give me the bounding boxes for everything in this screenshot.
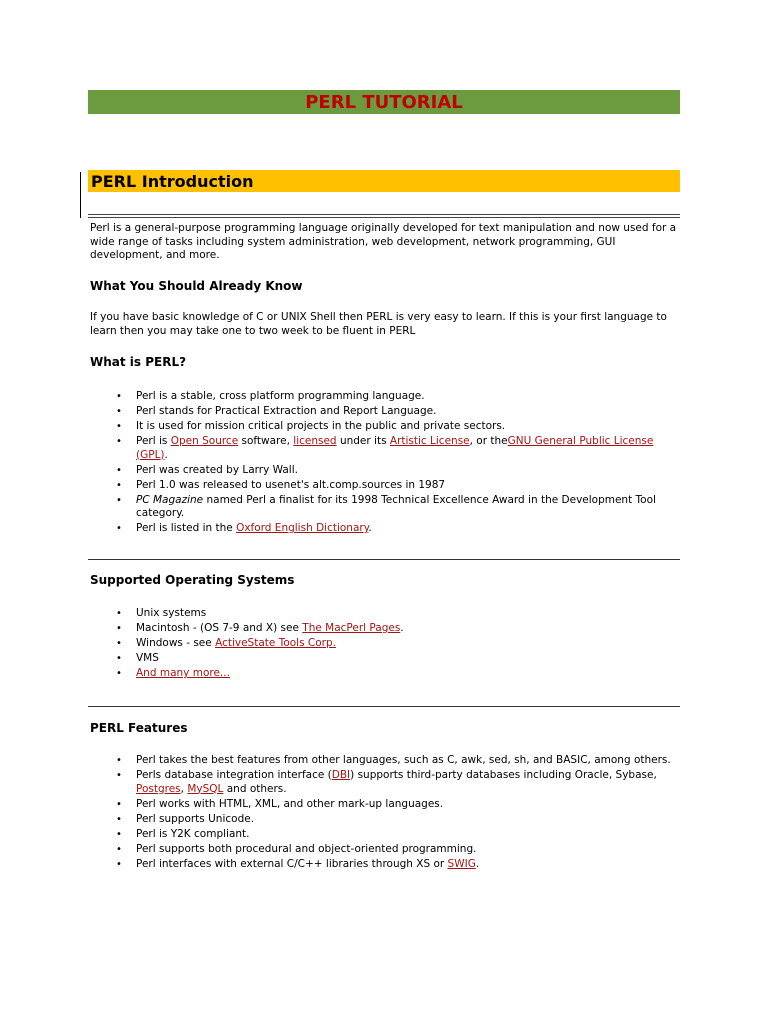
os-list	[90, 607, 680, 682]
list-item-text: Perl works with HTML, XML, and other mark-up languages.	[136, 797, 444, 810]
activestate-link[interactable]: ActiveState Tools Corp.	[215, 637, 336, 649]
list-item	[90, 652, 680, 666]
features-list	[90, 754, 680, 873]
list-item-text: Windows - see	[136, 637, 216, 649]
title-banner	[88, 90, 680, 114]
list-item-text: under its	[336, 435, 390, 447]
list-item	[90, 858, 680, 872]
list-item-text: Perl is	[136, 435, 171, 447]
list-item-text: Perl was created by Larry Wall.	[136, 463, 298, 476]
document-title: PERL TUTORIAL	[305, 91, 463, 113]
intro-divider	[88, 214, 680, 218]
list-item-text: ,	[180, 782, 188, 795]
list-item	[90, 479, 680, 493]
know-heading: What You Should Already Know	[90, 279, 303, 293]
list-item	[90, 464, 680, 478]
list-item-text: .	[368, 522, 372, 534]
list-item	[90, 828, 680, 842]
list-item	[90, 798, 680, 812]
list-item-text: named Perl a finalist for its 1998 Technical Excellence Award in the Development Tool category.	[136, 493, 656, 519]
many-more-link[interactable]: And many more...	[136, 667, 230, 679]
list-item-text: Perl interfaces with external C/C++ libraries through XS or	[136, 857, 448, 870]
list-item-text: It is used for mission critical projects in the public and private sectors.	[136, 420, 506, 432]
list-item	[90, 405, 680, 419]
list-item-text: , or the	[469, 435, 508, 447]
magazine-name: PC Magazine	[136, 493, 204, 506]
list-item-text: Perl takes the best features from other languages, such as C, awk, sed, sh, and BASIC, among others.	[136, 754, 671, 766]
list-item-text: ) supports third-party databases including Oracle, Sybase,	[350, 769, 657, 781]
artistic-license-link[interactable]: Artistic License	[389, 435, 470, 447]
list-item-text: Unix systems	[136, 607, 207, 619]
list-item-text: VMS	[136, 652, 159, 664]
list-item-text: Perl is a stable, cross platform programming language.	[136, 390, 425, 402]
list-item-text: Perl stands for Practical Extraction and Report Language.	[136, 405, 437, 417]
gpl-link[interactable]: GNU General Public License (GPL)	[136, 435, 654, 461]
list-item	[90, 522, 680, 536]
intro-heading: PERL Introduction	[91, 171, 254, 191]
macperl-link[interactable]: The MacPerl Pages	[302, 622, 401, 634]
list-item	[90, 667, 680, 681]
list-item-text: Perl supports both procedural and object-oriented programming.	[136, 842, 477, 855]
dbi-link[interactable]: DBI	[331, 769, 351, 781]
features-heading: PERL Features	[90, 721, 188, 735]
intro-paragraph: Perl is a general-purpose programming language originally developed for text manipulation and now used for a wide range of tasks including system administration, web development, network programming, GUI development, and more.	[90, 222, 677, 261]
list-item	[90, 420, 680, 434]
list-item	[90, 607, 680, 621]
know-paragraph: If you have basic knowledge of C or UNIX Shell then PERL is very easy to learn. If this is your first language to learn then you may take one to two week to be fluent in PERL	[90, 311, 667, 337]
list-item	[90, 813, 680, 827]
list-item-text: Macintosh - (OS 7-9 and X) see	[136, 622, 303, 634]
licensed-link[interactable]: licensed	[293, 435, 337, 447]
list-item	[90, 435, 680, 462]
list-item-text: .	[400, 622, 404, 634]
list-item-text: Perl 1.0 was released to usenet's alt.comp.sources in 1987	[136, 478, 446, 491]
list-item-text: .	[164, 448, 168, 461]
swig-link[interactable]: SWIG	[447, 857, 476, 870]
os-heading: Supported Operating Systems	[90, 573, 295, 587]
oxford-dictionary-link[interactable]: Oxford English Dictionary	[236, 522, 369, 534]
section-divider	[88, 706, 680, 707]
open-source-link[interactable]: Open Source	[170, 435, 239, 447]
list-item	[90, 754, 680, 768]
list-item	[90, 622, 680, 636]
list-item-text: Perls database integration interface (	[136, 769, 332, 781]
list-item-text: software,	[238, 435, 294, 447]
postgres-link[interactable]: Postgres	[136, 782, 181, 795]
list-item-text: Perl is listed in the	[136, 522, 237, 534]
list-item	[90, 769, 680, 796]
list-item	[90, 637, 680, 651]
section-divider	[88, 559, 680, 560]
list-item-text: and others.	[223, 782, 287, 795]
list-item-text: Perl is Y2K compliant.	[136, 827, 250, 840]
margin-mark	[80, 172, 81, 218]
list-item-text: Perl supports Unicode.	[136, 812, 255, 825]
what-heading: What is PERL?	[90, 355, 187, 369]
list-item	[90, 843, 680, 857]
what-list	[90, 390, 680, 537]
list-item	[90, 390, 680, 404]
intro-banner	[88, 170, 680, 192]
mysql-link[interactable]: MySQL	[187, 782, 224, 795]
list-item-text: .	[475, 857, 480, 870]
list-item	[90, 494, 680, 521]
